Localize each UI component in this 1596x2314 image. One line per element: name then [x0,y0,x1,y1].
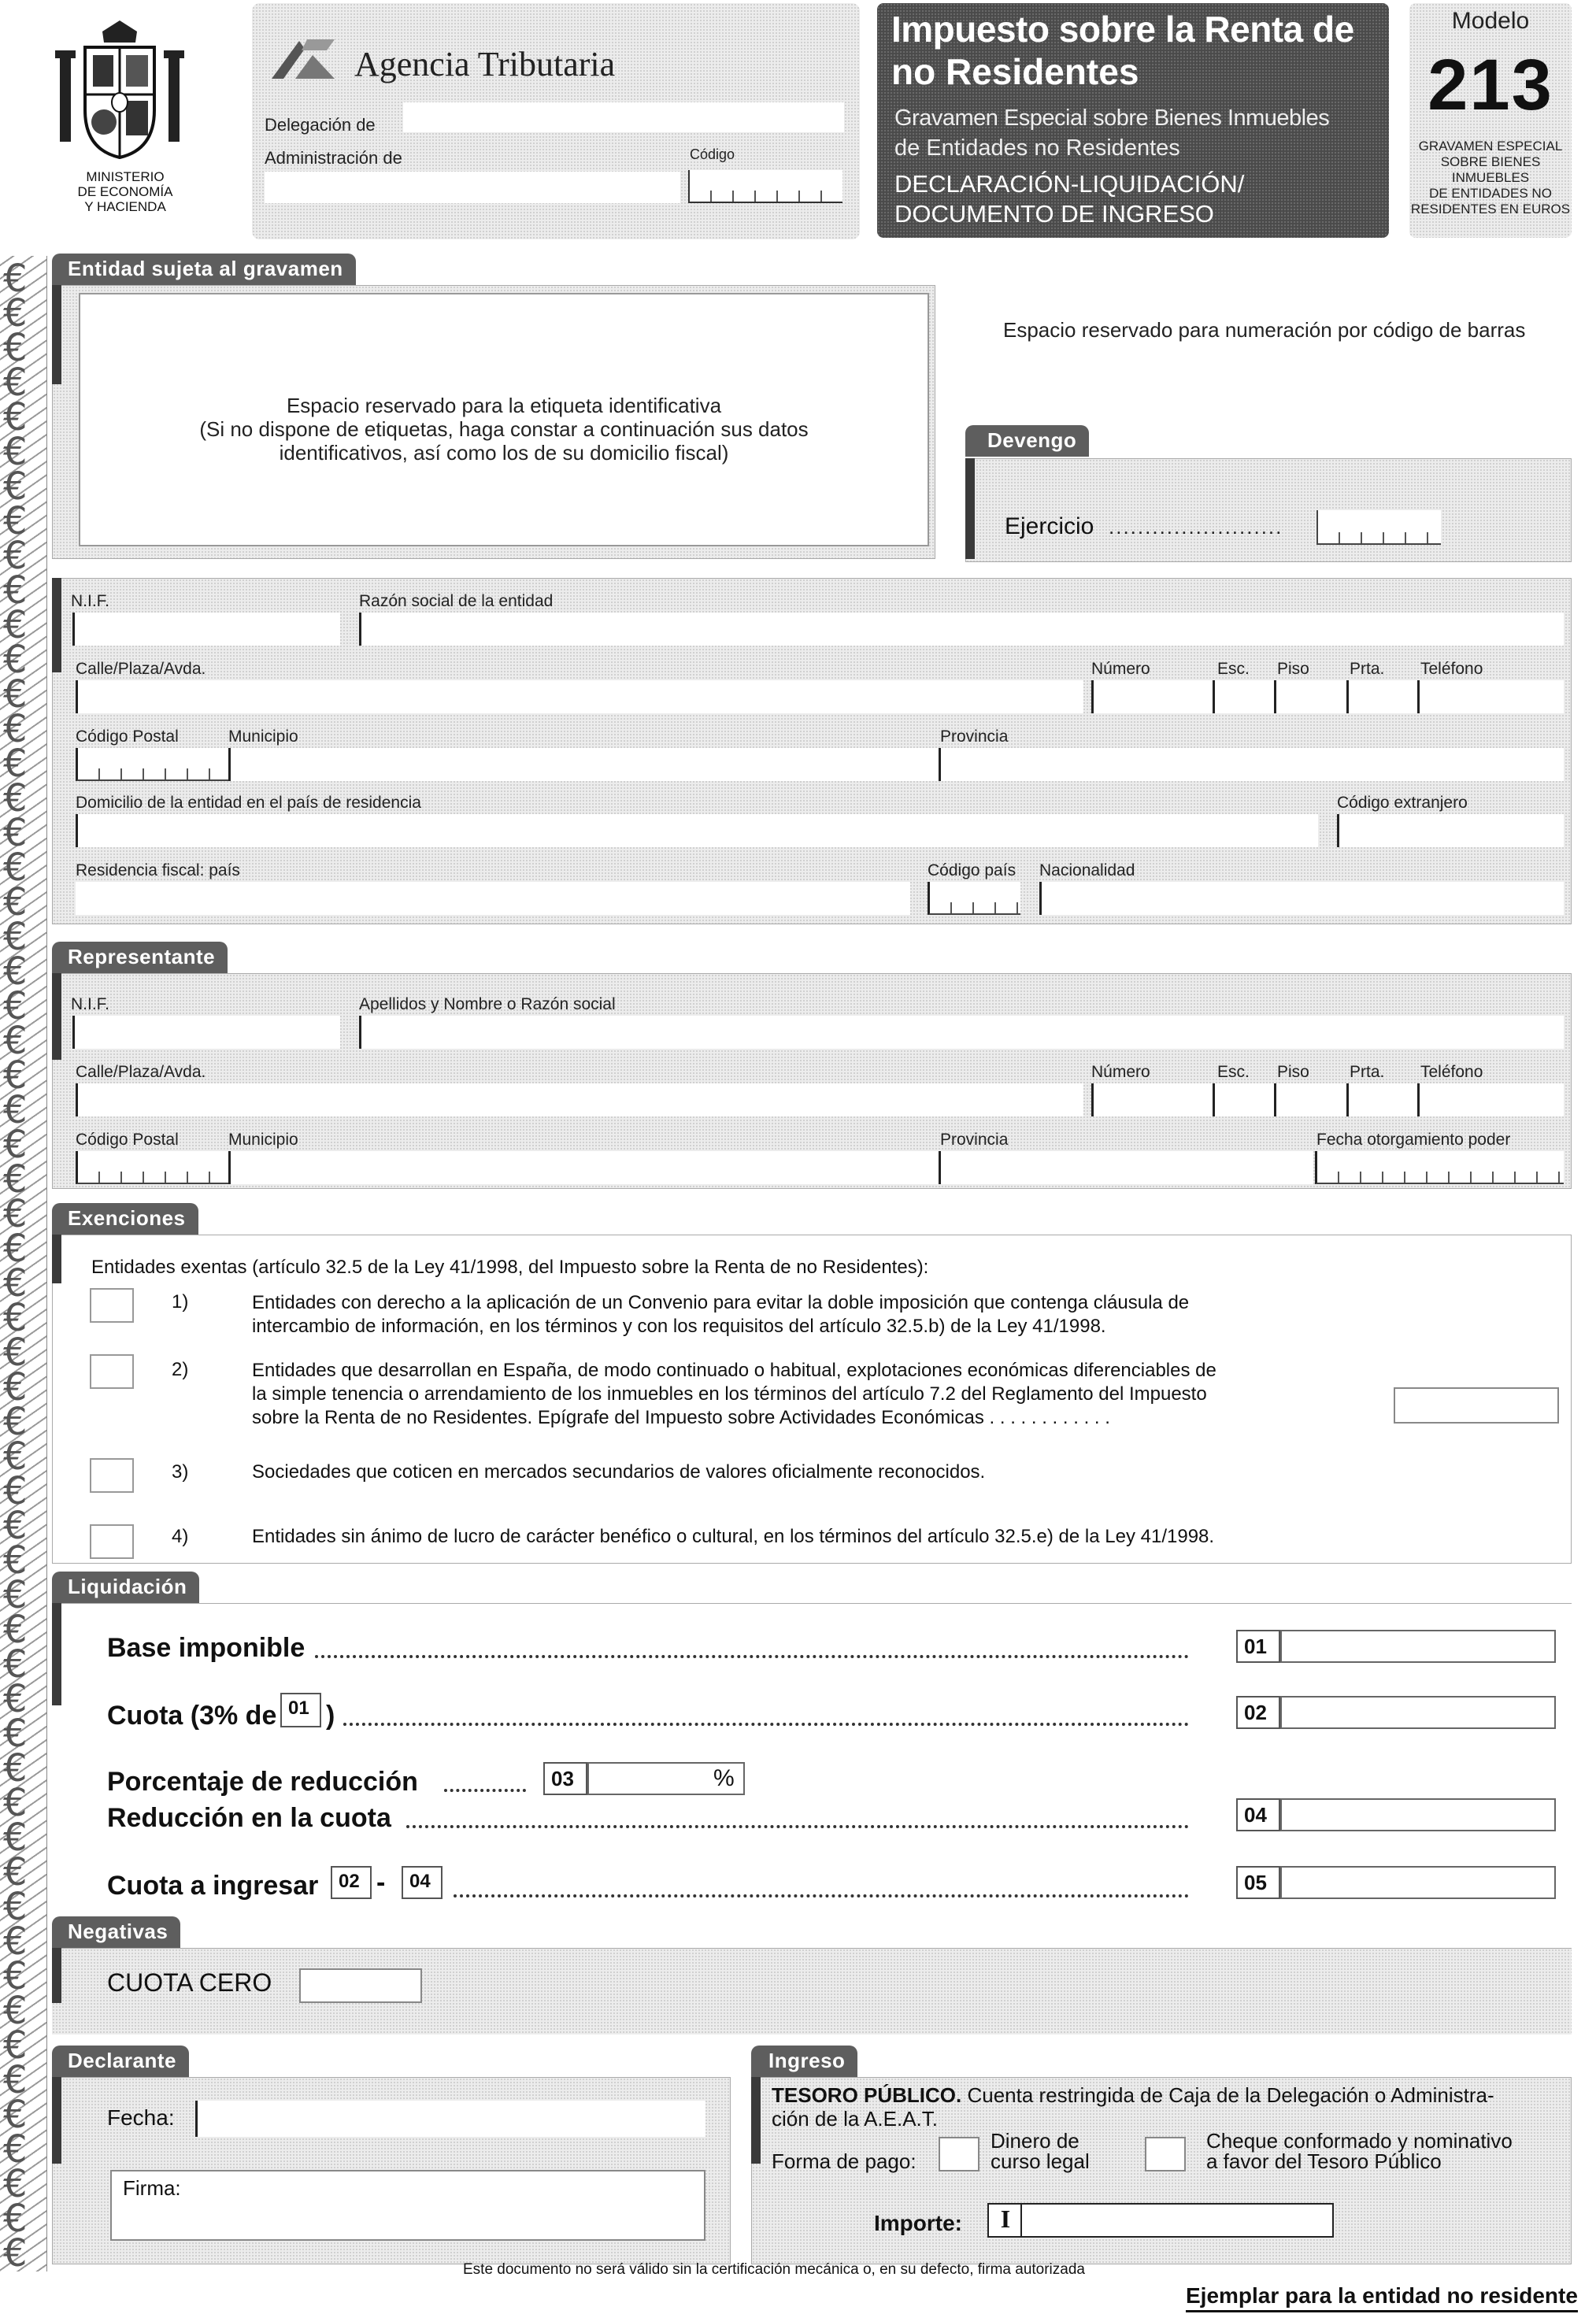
exencion-1-checkbox[interactable] [90,1288,134,1323]
rep-calle-field[interactable] [76,1083,1083,1116]
rep-esc-label: Esc. [1217,1063,1250,1081]
codigo-extranjero-field[interactable] [1337,814,1564,847]
euro-icon: € [3,2023,28,2068]
domicilio-pais-field[interactable] [76,814,1318,847]
euro-icon: € [3,534,28,578]
euro-icon: € [3,1227,28,1271]
box-04-label: 04 [1236,1798,1280,1831]
codigo-pais-label: Código país [928,861,1016,879]
exencion-3-text: Sociedades que coticen en mercados secundarios de valores oficialmente reconocidos. [252,1461,986,1483]
cheque-checkbox[interactable] [1145,2137,1186,2171]
ministry-name [66,169,184,214]
cuota-ingresar-field[interactable] [1280,1866,1556,1899]
delegacion-label: Delegación de [265,115,376,135]
rep-piso-label: Piso [1277,1063,1309,1081]
euro-icon: € [3,1781,28,1825]
importe-label: Importe: [874,2211,962,2235]
codigo-field[interactable] [688,170,842,203]
ministry-line-3: Y HACIENDA [84,199,166,214]
numero-label: Número [1091,660,1150,678]
minus-sign: - [376,1868,386,1897]
prta-label: Prta. [1350,660,1385,678]
barcode-reserved-text: Espacio reservado para numeración por código de barras [1003,318,1526,342]
nacionalidad-field[interactable] [1039,882,1564,915]
exenciones-intro: Entidades exentas (artículo 32.5 de la Ley 41/1998, del Impuesto sobre la Renta de no Residentes): [91,1257,929,1278]
euro-icon: € [3,1019,28,1063]
entidad-label-line-1: Espacio reservado para la etiqueta identificativa [286,394,722,417]
euro-icon: € [3,1296,28,1340]
entidad-label-line-3: identificativos, así como los de su domicilio fiscal) [279,441,729,465]
exencion-2-checkbox[interactable] [90,1354,134,1389]
box-05-label: 05 [1236,1866,1280,1899]
reduccion-dots [406,1809,1189,1828]
rep-numero-label: Número [1091,1063,1150,1081]
piso-field[interactable] [1274,680,1346,713]
euro-icon: € [3,603,28,647]
agency-name: Agencia Tributaria [354,45,616,83]
ejercicio-label: Ejercicio [1005,513,1094,539]
euro-icon: € [3,1365,28,1409]
ejercicio-field[interactable] [1316,510,1441,545]
piso-label: Piso [1277,660,1309,678]
negativas-sidebar [52,1948,61,2003]
fecha-poder-label: Fecha otorgamiento poder [1316,1131,1511,1149]
box-03-label: 03 [543,1762,587,1795]
codigo-label: Código [690,146,735,162]
euro-icon: € [3,742,28,786]
euro-icon: € [3,1435,28,1479]
doc-type-line-1: DECLARACIÓN-LIQUIDACIÓN/ [894,170,1245,198]
exencion-3-checkbox[interactable] [90,1458,134,1493]
codigo-extranjero-label: Código extranjero [1337,794,1468,812]
residencia-fiscal-field[interactable] [76,882,910,915]
euro-icon: € [3,395,28,439]
exencion-2-line-1: Entidades que desarrollan en España, de modo continuado o habitual, explotaciones económicas diferenciables de [252,1360,1216,1381]
exencion-2-line-2: la simple tenencia o arrendamiento de los inmuebles en los términos del artículo 7.2 del Reglamento del Impuesto [252,1383,1207,1405]
base-imponible-field[interactable] [1280,1630,1556,1663]
numero-field[interactable] [1091,680,1213,713]
rep-nif-field[interactable] [72,1016,340,1049]
importe-field[interactable] [987,2203,1334,2238]
rep-numero-field[interactable] [1091,1083,1213,1116]
box-01-label: 01 [1236,1630,1280,1663]
tab-devengo: Devengo [965,425,1089,457]
firma-field[interactable] [110,2170,705,2241]
euro-icon: € [3,1677,28,1721]
agency-logo-icon [264,31,343,87]
exencion-4-checkbox[interactable] [90,1524,134,1559]
euro-icon: € [3,1920,28,1964]
percent-sign: % [713,1765,735,1791]
euro-icon: € [3,2093,28,2137]
dinero-checkbox[interactable] [939,2137,979,2171]
tab-ingreso: Ingreso [751,2046,857,2077]
porcentaje-reduccion-label: Porcentaje de reducción [107,1767,418,1797]
euro-icon: € [3,1989,28,2033]
modelo-desc-2: SOBRE BIENES [1440,154,1541,169]
euro-icon: € [3,1053,28,1098]
euro-icon: € [3,1469,28,1513]
nif-label: N.I.F. [71,592,110,610]
modelo-desc-5: RESIDENTES EN EUROS [1410,202,1571,217]
entidad-label-text [79,394,929,465]
euro-icon: € [3,1157,28,1201]
codigo-postal-label: Código Postal [76,728,179,746]
razon-social-label: Razón social de la entidad [359,592,554,610]
tesoro-line-2: ción de la A.E.A.T. [772,2107,939,2131]
euro-icon: € [3,638,28,682]
euro-icon: € [3,984,28,1028]
representante-sidebar [52,973,61,1060]
exencion-1-number: 1) [172,1291,189,1313]
doc-type-line-2: DOCUMENTO DE INGRESO [894,200,1214,228]
cheque-line-2: a favor del Tesoro Público [1206,2149,1442,2173]
euro-icon: € [3,2231,28,2275]
exencion-2-line-3: sobre la Renta de no Residentes. Epígrafe del Impuesto sobre Actividades Económicas . . . . . . . . . . . . [252,1407,1110,1428]
euro-icon: € [3,950,28,994]
euro-icon: € [3,707,28,751]
fecha-label: Fecha: [107,2105,175,2130]
dinero-line-1: Dinero de [991,2129,1079,2153]
tesoro-bold: TESORO PÚBLICO. [772,2083,962,2107]
rep-provincia-label: Provincia [940,1131,1009,1149]
tab-representante: Representante [52,942,228,973]
euro-icon: € [3,672,28,716]
title-line-2: no Residentes [891,51,1139,92]
tab-negativas: Negativas [52,1916,180,1948]
cuota-cero-checkbox[interactable] [299,1968,422,2003]
rep-piso-field[interactable] [1274,1083,1346,1116]
cuota-cero-label: CUOTA CERO [107,1968,272,1997]
cuota-ingresar-ref-02: 02 [331,1866,372,1899]
euro-icon: € [3,1331,28,1375]
euro-icon: € [3,776,28,820]
modelo-description [1409,139,1572,217]
euro-icon: € [3,465,28,509]
euro-icon: € [3,291,28,335]
euro-icon: € [3,1400,28,1444]
devengo-sidebar [965,458,975,559]
epigrafe-iae-field[interactable] [1394,1387,1559,1424]
base-imponible-dots [315,1638,1189,1658]
dinero-line-2: curso legal [991,2149,1090,2173]
rep-telefono-label: Teléfono [1420,1063,1483,1081]
administracion-field[interactable] [265,172,680,203]
title-line-1: Impuesto sobre la Renta de [891,9,1354,50]
firma-label: Firma: [123,2176,181,2200]
coat-of-arms-logo [49,16,191,165]
euro-icon: € [3,2197,28,2241]
euro-icon: € [3,361,28,405]
tesoro-text [772,2083,1494,2131]
liquidacion-sidebar [52,1603,61,1705]
dinero-label [991,2131,1090,2171]
residencia-fiscal-label: Residencia fiscal: país [76,861,240,879]
euro-icon: € [3,1504,28,1548]
rep-nif-label: N.I.F. [71,995,110,1013]
modelo-desc-3: INMUEBLES [1451,170,1530,185]
rep-codigo-postal-field[interactable] [76,1151,230,1184]
telefono-label: Teléfono [1420,660,1483,678]
provincia-label: Provincia [940,728,1009,746]
cuota-close-paren: ) [326,1701,335,1731]
euro-icon: € [3,915,28,959]
tab-liquidacion: Liquidación [52,1572,199,1603]
euro-icon: € [3,846,28,890]
entidad-label-line-2: (Si no dispone de etiquetas, haga constar a continuación sus datos [199,417,809,441]
ejercicio-dots: ........................ [1109,515,1283,539]
euro-icon: € [3,1538,28,1583]
calle-label: Calle/Plaza/Avda. [76,660,206,678]
provincia-field[interactable] [939,748,1564,781]
codigo-pais-field[interactable] [928,882,1020,915]
modelo-desc-1: GRAVAMEN ESPECIAL [1418,139,1563,154]
exencion-2-text [252,1359,1216,1430]
rep-municipio-field[interactable] [228,1151,939,1184]
administracion-label: Administración de [265,148,402,168]
euro-icon: € [3,1885,28,1929]
rep-municipio-label: Municipio [228,1131,298,1149]
modelo-number: 213 [1428,45,1553,125]
ingreso-sidebar [751,2077,761,2164]
fecha-field[interactable] [195,2101,705,2137]
fecha-poder-field[interactable] [1315,1151,1564,1184]
rep-prta-field[interactable] [1346,1083,1417,1116]
euro-icon: € [3,1088,28,1132]
rep-prta-label: Prta. [1350,1063,1385,1081]
modelo-label: Modelo [1451,8,1530,34]
exenciones-sidebar [52,1235,61,1283]
rep-apellidos-label: Apellidos y Nombre o Razón social [359,995,616,1013]
esc-field[interactable] [1213,680,1274,713]
euro-icon: € [3,568,28,613]
euro-icon: € [3,1850,28,1894]
ministry-line-2: DE ECONOMÍA [77,184,173,199]
exencion-1-text [252,1291,1189,1338]
telefono-field[interactable] [1417,680,1564,713]
exencion-4-text: Entidades sin ánimo de lucro de carácter benéfico o cultural, en los términos del artículo 32.5.e) de la Ley 41/1998. [252,1526,1215,1547]
razon-social-field[interactable] [359,613,1564,646]
euro-icon: € [3,499,28,543]
devengo-panel [965,458,1572,562]
footer-note: Este documento no será válido sin la certificación mecánica o, en su defecto, firma autorizada [463,2261,1085,2278]
exencion-1-line-1: Entidades con derecho a la aplicación de un Convenio para evitar la doble imposición que contenga cláusula de [252,1292,1190,1313]
euro-icon: € [3,326,28,370]
calle-field[interactable] [76,680,1083,713]
nif-field[interactable] [72,613,340,646]
tab-declarante: Declarante [52,2046,189,2077]
euro-icon: € [3,1261,28,1305]
exencion-3-number: 3) [172,1461,189,1483]
rep-esc-field[interactable] [1213,1083,1274,1116]
rep-apellidos-field[interactable] [359,1016,1564,1049]
esc-label: Esc. [1217,660,1250,678]
municipio-field[interactable] [228,748,939,781]
euro-icon: € [3,2162,28,2206]
cuota-dots [343,1705,1189,1726]
rep-calle-label: Calle/Plaza/Avda. [76,1063,206,1081]
prta-field[interactable] [1346,680,1417,713]
exencion-2-number: 2) [172,1359,189,1380]
cuota-label: Cuota (3% de [107,1701,277,1731]
euro-icon: € [3,430,28,474]
ministry-line-1: MINISTERIO [86,169,165,184]
subtitle-line-1: Gravamen Especial sobre Bienes Inmuebles [894,106,1330,131]
tab-exenciones: Exenciones [52,1203,198,1235]
euro-icon: € [3,1573,28,1617]
domicilio-pais-label: Domicilio de la entidad en el país de residencia [76,794,421,812]
rep-codigo-postal-label: Código Postal [76,1131,179,1149]
cuota-ingresar-label: Cuota a ingresar [107,1871,319,1901]
euro-icon: € [3,1746,28,1790]
euro-icon: € [3,1816,28,1860]
euro-icon: € [3,2127,28,2171]
cheque-line-1: Cheque conformado y nominativo [1206,2129,1513,2153]
rep-telefono-field[interactable] [1417,1083,1564,1116]
entidad-sidebar [52,285,61,384]
reduccion-field[interactable] [1280,1798,1556,1831]
euro-icon: € [3,1642,28,1686]
negativas-panel [52,1948,1572,2034]
porcentaje-dots [444,1773,526,1792]
base-imponible-label: Base imponible [107,1633,305,1663]
rep-provincia-field[interactable] [939,1151,1313,1184]
cuota-ingresar-ref-04: 04 [402,1866,443,1899]
euro-icon: € [3,811,28,855]
tab-entidad: Entidad sujeta al gravamen [52,254,356,285]
subtitle-line-2: de Entidades no Residentes [894,135,1180,161]
reduccion-cuota-label: Reducción en la cuota [107,1803,391,1833]
cuota-ref-01: 01 [280,1693,321,1727]
codigo-postal-field[interactable] [76,748,230,781]
delegacion-field[interactable] [403,102,844,132]
nacionalidad-label: Nacionalidad [1039,861,1135,879]
euro-icon: € [3,2058,28,2102]
forma-pago-label: Forma de pago: [772,2149,916,2173]
datos-sidebar [52,578,61,672]
municipio-label: Municipio [228,728,298,746]
modelo-desc-4: DE ENTIDADES NO [1429,186,1552,201]
exencion-1-line-2: intercambio de información, en los términos y con los requisitos del artículo 32.5.b) de la Ley 41/1998. [252,1316,1106,1337]
euro-icon: € [3,1608,28,1652]
tesoro-rest: Cuenta restringida de Caja de la Delegación o Administra- [967,2083,1494,2107]
cuota-field[interactable] [1280,1696,1556,1729]
ejemplar-label: Ejemplar para la entidad no residente [1186,2283,1578,2312]
cheque-label [1206,2131,1513,2171]
box-02-label: 02 [1236,1696,1280,1729]
importe-prefix: I [991,2205,1022,2236]
exencion-4-number: 4) [172,1526,189,1547]
euro-icon: € [3,1954,28,1998]
euro-icon: € [3,1712,28,1756]
euro-icon: € [3,1123,28,1167]
euro-icon: € [3,880,28,924]
euro-icon: € [3,257,28,301]
cuota-ingresar-dots [454,1879,1189,1897]
euro-icon: € [3,1192,28,1236]
declarante-sidebar [52,2077,61,2164]
